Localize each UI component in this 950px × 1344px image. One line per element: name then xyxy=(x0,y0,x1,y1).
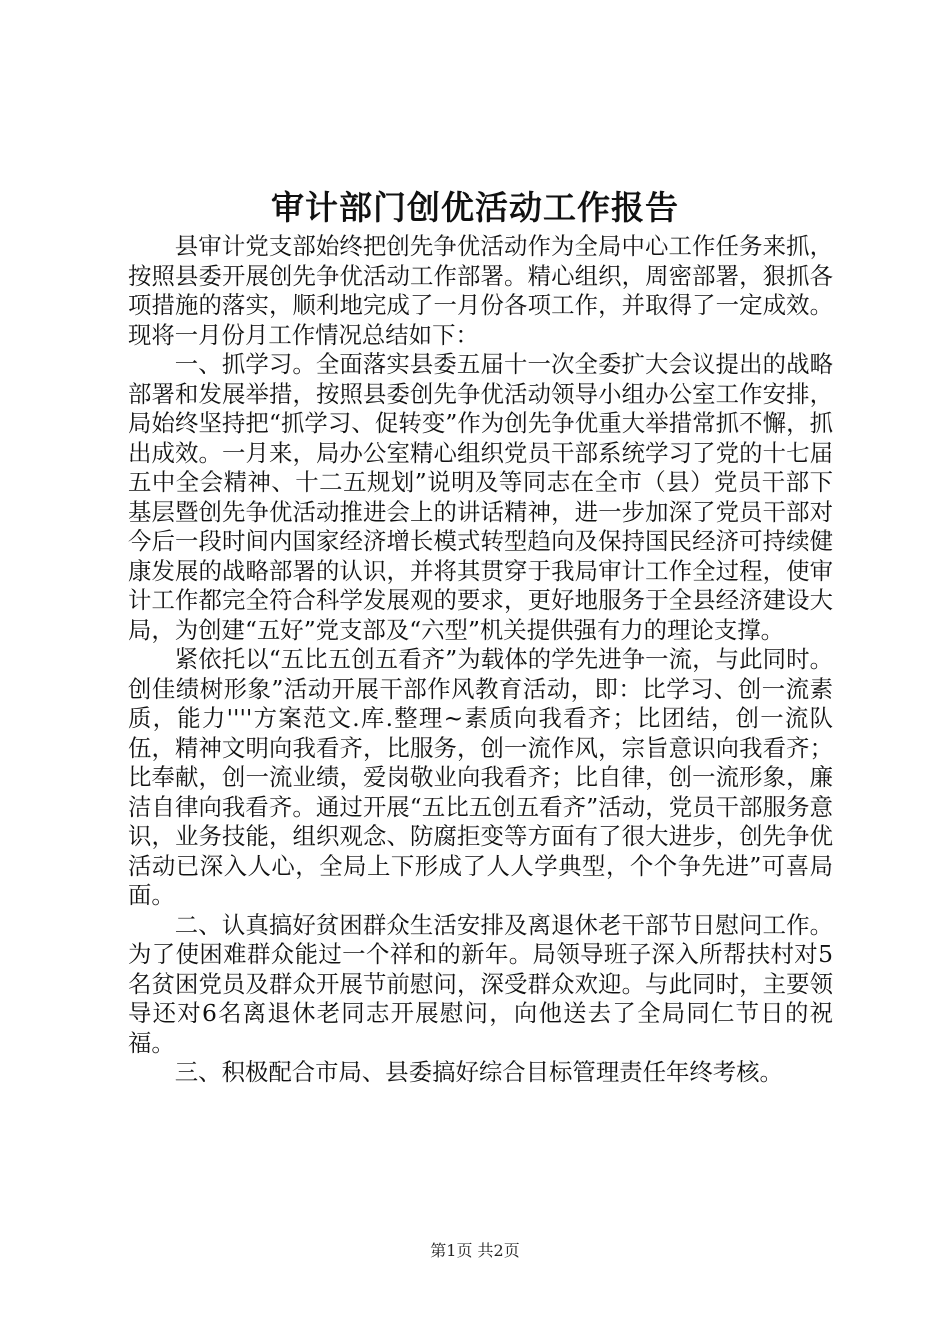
paragraph-study: 一、抓学习。全面落实县委五届十一次全委扩大会议提出的战略部署和发展举措，按照县委创先争优活动领导小组办公室工作安排，局始终坚持把“抓学习、促转变”作为创先争优重大举措常抓不懈，抓出成效。一月来，局办公室精心组织党员干部系统学习了党的十七届五中全会精神、十二五规划”说明及等同志在全市（县）党员干部下基层暨创先争优活动推进会上的讲话精神，进一步加深了党员干部对今后一段时间内国家经济增长模式转型趋向及保持国民经济可持续健康发展的战略部署的认识，并将其贯穿于我局审计工作全过程，使审计工作都完全符合科学发展观的要求，更好地服务于全县经济建设大局，为创建“五好”党支部及“六型”机关提供强有力的理论支撑。 xyxy=(128,350,833,644)
paragraph-poverty-relief: 二、认真搞好贫困群众生活安排及离退休老干部节日慰问工作。为了使困难群众能过一个祥和的新年。局领导班子深入所帮扶村对5名贫困党员及群众开展节前慰问，深受群众欢迎。与此同时，主要领导还对6名离退休老同志开展慰问，向他送去了全局同仁节日的祝福。 xyxy=(128,910,833,1057)
document-body xyxy=(128,232,833,1088)
paragraph-intro: 县审计党支部始终把创先争优活动作为全局中心工作任务来抓，按照县委开展创先争优活动工作部署。精心组织，周密部署，狠抓各项措施的落实，顺利地完成了一月份各项工作，并取得了一定成效。现将一月份月工作情况总结如下： xyxy=(128,232,833,349)
paragraph-assessment: 三、积极配合市局、县委搞好综合目标管理责任年终考核。 xyxy=(174,1058,783,1086)
paragraph-five-comparisons: 紧依托以“五比五创五看齐”为载体的学先进争一流，与此同时。创佳绩树形象”活动开展干部作风教育活动，即：比学习、创一流素质，能力''''方案范文.库.整理~素质向我看齐；比团结，创一流队伍，精神文明向我看齐，比服务，创一流作风，宗旨意识向我看齐；比奉献，创一流业绩，爱岗敬业向我看齐；比自律，创一流形象，廉洁自律向我看齐。通过开展“五比五创五看齐”活动，党员干部服务意识，业务技能，组织观念、防腐拒变等方面有了很大进步，创先争优活动已深入人心，全局上下形成了人人学典型，个个争先进”可喜局面。 xyxy=(128,645,833,909)
document-title: 审计部门创优活动工作报告 xyxy=(271,188,679,227)
page-number-footer: 第1页 共2页 xyxy=(430,1241,520,1260)
